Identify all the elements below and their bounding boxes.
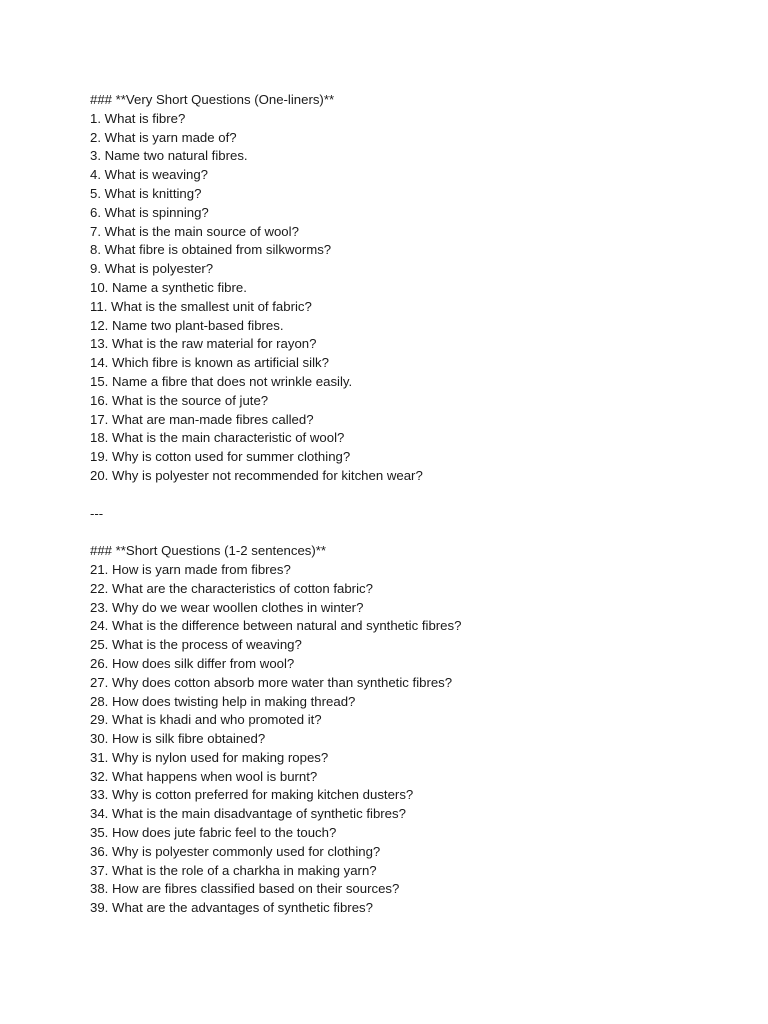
question-item: 3. Name two natural fibres.	[90, 148, 248, 164]
question-item: 39. What are the advantages of synthetic fibres?	[90, 900, 373, 916]
question-item: 5. What is knitting?	[90, 185, 202, 201]
question-item: 18. What is the main characteristic of wool?	[90, 430, 345, 446]
question-item: 24. What is the difference between natural and synthetic fibres?	[90, 618, 462, 634]
question-item: 23. Why do we wear woollen clothes in winter?	[90, 599, 364, 615]
question-item: 36. Why is polyester commonly used for clothing?	[90, 843, 381, 859]
question-item: 11. What is the smallest unit of fabric?	[90, 298, 312, 314]
question-item: 38. How are fibres classified based on their sources?	[90, 881, 400, 897]
blank-line	[90, 486, 730, 505]
blank-line	[90, 523, 730, 542]
question-item: 12. Name two plant-based fibres.	[90, 317, 284, 333]
section-heading-short: ### **Short Questions (1-2 sentences)**	[90, 543, 327, 559]
question-item: 7. What is the main source of wool?	[90, 223, 299, 239]
question-item: 19. Why is cotton used for summer clothing?	[90, 449, 351, 465]
question-item: 17. What are man-made fibres called?	[90, 411, 314, 427]
question-item: 15. Name a fibre that does not wrinkle easily.	[90, 373, 353, 389]
question-item: 34. What is the main disadvantage of synthetic fibres?	[90, 806, 406, 822]
question-item: 16. What is the source of jute?	[90, 392, 269, 408]
question-item: 30. How is silk fibre obtained?	[90, 731, 266, 747]
question-list-short	[90, 561, 730, 918]
separator: ---	[90, 505, 104, 521]
question-item: 33. Why is cotton preferred for making kitchen dusters?	[90, 787, 414, 803]
question-item: 4. What is weaving?	[90, 167, 209, 183]
question-item: 22. What are the characteristics of cotton fabric?	[90, 580, 373, 596]
question-item: 25. What is the process of weaving?	[90, 637, 302, 653]
question-item: 20. Why is polyester not recommended for kitchen wear?	[90, 467, 423, 483]
question-item: 10. Name a synthetic fibre.	[90, 279, 247, 295]
question-item: 21. How is yarn made from fibres?	[90, 561, 291, 577]
question-item: 31. Why is nylon used for making ropes?	[90, 749, 329, 765]
question-item: 14. Which fibre is known as artificial silk?	[90, 355, 329, 371]
question-item: 29. What is khadi and who promoted it?	[90, 712, 322, 728]
question-item: 2. What is yarn made of?	[90, 129, 237, 145]
question-item: 26. How does silk differ from wool?	[90, 655, 295, 671]
document-content	[90, 91, 730, 918]
question-list-very-short	[90, 110, 730, 486]
question-item: 8. What fibre is obtained from silkworms?	[90, 242, 332, 258]
question-item: 13. What is the raw material for rayon?	[90, 336, 317, 352]
question-item: 37. What is the role of a charkha in making yarn?	[90, 862, 377, 878]
question-item: 27. Why does cotton absorb more water than synthetic fibres?	[90, 674, 453, 690]
question-item: 6. What is spinning?	[90, 204, 209, 220]
question-item: 35. How does jute fabric feel to the touch?	[90, 825, 337, 841]
question-item: 28. How does twisting help in making thread?	[90, 693, 356, 709]
section-heading-very-short: ### **Very Short Questions (One-liners)**	[90, 92, 335, 107]
question-item: 9. What is polyester?	[90, 261, 214, 277]
question-item: 32. What happens when wool is burnt?	[90, 768, 318, 784]
question-item: 1. What is fibre?	[90, 110, 186, 126]
